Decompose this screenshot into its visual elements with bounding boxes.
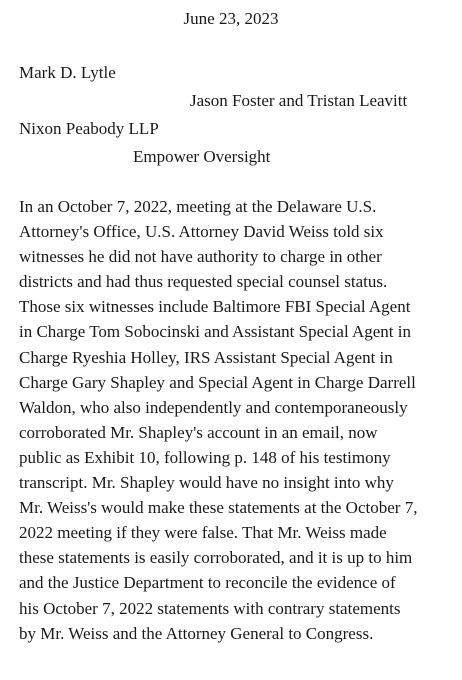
- addressee-line-3: Nixon Peabody LLP: [19, 119, 159, 138]
- paragraph-line: Charge Gary Shapley and Special Agent in Charge Darrell: [19, 372, 416, 392]
- addressee-line-1: Mark D. Lytle: [19, 63, 116, 82]
- addressee-line-4: Empower Oversight: [133, 147, 271, 166]
- body-paragraph: [19, 194, 449, 646]
- paragraph-line: in Charge Tom Sobocinski and Assistant Special Agent in: [19, 322, 411, 342]
- paragraph-line: districts and had thus requested special counsel status.: [19, 272, 388, 292]
- paragraph-line: public as Exhibit 10, following p. 148 of his testimony: [19, 447, 391, 467]
- paragraph-line: Attorney's Office, U.S. Attorney David Weiss told six: [19, 222, 384, 242]
- paragraph-line: transcript. Mr. Shapley would have no insight into why: [19, 473, 394, 493]
- paragraph-line: Charge Ryeshia Holley, IRS Assistant Special Agent in: [19, 347, 393, 367]
- addressee-line-2: Jason Foster and Tristan Leavitt: [190, 91, 408, 110]
- paragraph-line: by Mr. Weiss and the Attorney General to Congress.: [19, 623, 374, 643]
- paragraph-line: corroborated Mr. Shapley's account in an email, now: [19, 422, 378, 442]
- paragraph-line: his October 7, 2022 statements with contrary statements: [19, 598, 401, 618]
- paragraph-line: 2022 meeting if they were false. That Mr. Weiss made: [19, 523, 387, 543]
- paragraph-line: Waldon, who also independently and contemporaneously: [19, 397, 408, 417]
- paragraph-line: In an October 7, 2022, meeting at the Delaware U.S.: [19, 197, 377, 216]
- paragraph-line: Those six witnesses include Baltimore FBI Special Agent: [19, 297, 411, 317]
- paragraph-line: these statements is easily corroborated, and it is up to him: [19, 548, 413, 568]
- document-date: June 23, 2023: [183, 9, 279, 28]
- paragraph-line: Mr. Weiss's would make these statements at the October 7,: [19, 498, 418, 518]
- paragraph-line: and the Justice Department to reconcile the evidence of: [19, 573, 396, 593]
- paragraph-line: witnesses he did not have authority to charge in other: [19, 247, 382, 267]
